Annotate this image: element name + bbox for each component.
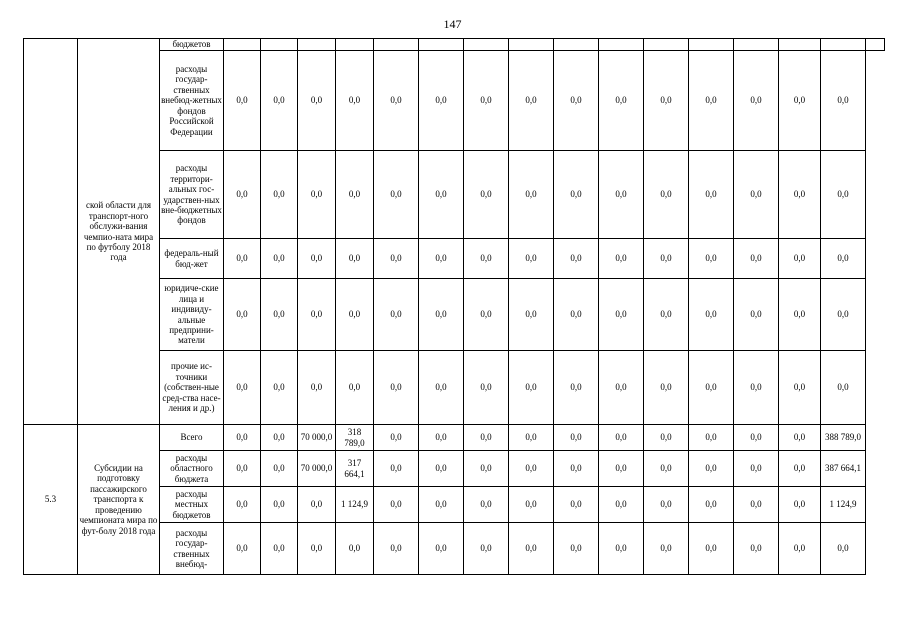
budget-table	[23, 38, 885, 575]
value-cell: 0,0	[509, 279, 554, 351]
value-cell: 0,0	[419, 279, 464, 351]
value-cell: 0,0	[509, 51, 554, 151]
value-cell: 0,0	[554, 451, 599, 487]
value-cell: 70 000,0	[298, 425, 336, 451]
value-cell	[779, 39, 821, 51]
value-cell: 0,0	[298, 351, 336, 425]
value-cell: 0,0	[689, 425, 734, 451]
value-cell: 0,0	[509, 487, 554, 523]
value-cell	[464, 39, 509, 51]
value-cell: 0,0	[599, 151, 644, 239]
value-cell	[554, 39, 599, 51]
value-cell	[224, 39, 261, 51]
value-cell: 0,0	[779, 239, 821, 279]
value-cell: 0,0	[509, 451, 554, 487]
value-cell: 0,0	[689, 351, 734, 425]
value-cell: 0,0	[336, 151, 374, 239]
value-cell: 0,0	[779, 279, 821, 351]
value-cell: 0,0	[419, 451, 464, 487]
funding-source-cell: расходы областного бюджета	[160, 451, 224, 487]
value-cell: 0,0	[644, 451, 689, 487]
value-cell: 0,0	[599, 279, 644, 351]
value-cell: 0,0	[821, 279, 866, 351]
value-cell: 0,0	[419, 351, 464, 425]
value-cell: 0,0	[336, 239, 374, 279]
value-cell: 0,0	[419, 487, 464, 523]
value-cell: 0,0	[224, 279, 261, 351]
value-cell: 0,0	[734, 279, 779, 351]
value-cell: 0,0	[554, 151, 599, 239]
value-cell: 0,0	[419, 239, 464, 279]
value-cell: 0,0	[419, 523, 464, 575]
value-cell: 0,0	[689, 51, 734, 151]
value-cell: 0,0	[336, 523, 374, 575]
value-cell: 0,0	[419, 151, 464, 239]
value-cell: 0,0	[554, 425, 599, 451]
funding-source-cell: расходы местных бюджетов	[160, 487, 224, 523]
value-cell: 0,0	[261, 351, 298, 425]
funding-source-cell: расходы территори-альных гос-ударствен-ных вне-бюджетных фондов	[160, 151, 224, 239]
value-cell: 0,0	[419, 425, 464, 451]
value-cell: 0,0	[644, 523, 689, 575]
value-cell	[261, 39, 298, 51]
value-cell: 387 664,1	[821, 451, 866, 487]
value-cell: 0,0	[821, 239, 866, 279]
value-cell: 0,0	[599, 239, 644, 279]
value-cell: 0,0	[554, 51, 599, 151]
value-cell: 0,0	[644, 151, 689, 239]
value-cell: 0,0	[599, 51, 644, 151]
table-row	[24, 39, 885, 51]
row-number-cell	[24, 39, 78, 425]
value-cell: 0,0	[336, 51, 374, 151]
value-cell: 0,0	[336, 279, 374, 351]
value-cell: 0,0	[374, 279, 419, 351]
value-cell: 0,0	[298, 279, 336, 351]
value-cell: 0,0	[298, 523, 336, 575]
funding-source-cell: расходы государ-ственных внебюд-	[160, 523, 224, 575]
value-cell: 0,0	[374, 523, 419, 575]
value-cell: 0,0	[298, 487, 336, 523]
value-cell	[644, 39, 689, 51]
value-cell: 317 664,1	[336, 451, 374, 487]
value-cell: 0,0	[374, 451, 419, 487]
value-cell: 0,0	[374, 51, 419, 151]
value-cell	[734, 39, 779, 51]
value-cell: 0,0	[689, 151, 734, 239]
value-cell: 0,0	[464, 523, 509, 575]
value-cell: 0,0	[224, 487, 261, 523]
funding-source-cell: юридиче-ские лица и индивиду-альные предприни-матели	[160, 279, 224, 351]
value-cell: 0,0	[509, 523, 554, 575]
value-cell: 0,0	[554, 487, 599, 523]
value-cell: 0,0	[464, 279, 509, 351]
value-cell: 0,0	[734, 487, 779, 523]
funding-source-cell: бюджетов	[160, 39, 224, 51]
value-cell: 0,0	[464, 239, 509, 279]
funding-source-cell: расходы государ-ственных внебюд-жетных фондов Российской Федерации	[160, 51, 224, 151]
value-cell: 0,0	[554, 351, 599, 425]
value-cell: 0,0	[599, 487, 644, 523]
value-cell: 0,0	[509, 351, 554, 425]
value-cell: 0,0	[554, 239, 599, 279]
value-cell: 0,0	[734, 351, 779, 425]
value-cell: 0,0	[374, 151, 419, 239]
value-cell: 0,0	[374, 425, 419, 451]
funding-source-cell: Всего	[160, 425, 224, 451]
value-cell	[374, 39, 419, 51]
value-cell: 0,0	[261, 151, 298, 239]
value-cell: 0,0	[644, 239, 689, 279]
value-cell: 0,0	[464, 351, 509, 425]
value-cell	[298, 39, 336, 51]
value-cell: 0,0	[374, 487, 419, 523]
value-cell: 0,0	[779, 425, 821, 451]
value-cell: 0,0	[261, 523, 298, 575]
value-cell: 0,0	[298, 151, 336, 239]
value-cell: 0,0	[224, 451, 261, 487]
value-cell: 0,0	[261, 239, 298, 279]
value-cell: 0,0	[224, 51, 261, 151]
value-cell: 0,0	[261, 51, 298, 151]
value-cell: 0,0	[464, 451, 509, 487]
value-cell: 0,0	[599, 523, 644, 575]
value-cell: 0,0	[689, 523, 734, 575]
value-cell: 0,0	[821, 151, 866, 239]
value-cell: 0,0	[224, 151, 261, 239]
value-cell: 1 124,9	[336, 487, 374, 523]
value-cell	[419, 39, 464, 51]
value-cell: 0,0	[261, 279, 298, 351]
value-cell	[689, 39, 734, 51]
value-cell: 0,0	[644, 487, 689, 523]
value-cell: 1 124,9	[821, 487, 866, 523]
value-cell: 0,0	[644, 51, 689, 151]
value-cell: 0,0	[224, 351, 261, 425]
value-cell: 0,0	[554, 279, 599, 351]
value-cell: 0,0	[689, 239, 734, 279]
value-cell: 0,0	[464, 425, 509, 451]
value-cell	[821, 39, 866, 51]
value-cell: 0,0	[298, 51, 336, 151]
value-cell: 0,0	[779, 351, 821, 425]
page-number: 147	[443, 17, 462, 31]
value-cell: 0,0	[821, 523, 866, 575]
value-cell: 0,0	[734, 239, 779, 279]
value-cell: 0,0	[644, 425, 689, 451]
value-cell: 318 789,0	[336, 425, 374, 451]
value-cell: 0,0	[224, 239, 261, 279]
value-cell: 0,0	[419, 51, 464, 151]
value-cell	[866, 39, 885, 51]
value-cell: 0,0	[464, 151, 509, 239]
value-cell: 0,0	[599, 451, 644, 487]
value-cell: 70 000,0	[298, 451, 336, 487]
value-cell: 0,0	[554, 523, 599, 575]
value-cell: 0,0	[689, 451, 734, 487]
value-cell: 0,0	[224, 523, 261, 575]
value-cell: 0,0	[734, 523, 779, 575]
value-cell: 0,0	[261, 451, 298, 487]
value-cell: 0,0	[779, 487, 821, 523]
funding-source-cell: прочие ис-точники (собствен-ные сред-ства насе-ления и др.)	[160, 351, 224, 425]
value-cell: 0,0	[374, 239, 419, 279]
value-cell: 0,0	[224, 425, 261, 451]
value-cell: 0,0	[464, 487, 509, 523]
value-cell: 0,0	[509, 425, 554, 451]
row-number-cell: 5.3	[24, 425, 78, 575]
funding-source-cell: федераль-ный бюд-жет	[160, 239, 224, 279]
value-cell	[599, 39, 644, 51]
table-row	[24, 425, 885, 451]
value-cell: 0,0	[298, 239, 336, 279]
value-cell: 0,0	[779, 451, 821, 487]
value-cell: 0,0	[644, 351, 689, 425]
value-cell: 0,0	[374, 351, 419, 425]
value-cell: 388 789,0	[821, 425, 866, 451]
value-cell: 0,0	[779, 523, 821, 575]
value-cell: 0,0	[689, 279, 734, 351]
value-cell: 0,0	[779, 151, 821, 239]
value-cell: 0,0	[336, 351, 374, 425]
value-cell: 0,0	[261, 487, 298, 523]
value-cell: 0,0	[734, 151, 779, 239]
value-cell: 0,0	[779, 51, 821, 151]
value-cell	[336, 39, 374, 51]
value-cell: 0,0	[509, 151, 554, 239]
measure-name-cell: ской области для транспорт-ного обслужи-вания чемпио-ната мира по футболу 2018 года	[78, 39, 160, 425]
value-cell: 0,0	[821, 51, 866, 151]
measure-name-cell: Субсидии на подготовку пассажирского транспорта к проведению чемпионата мира по фут-болу 2018 года	[78, 425, 160, 575]
value-cell: 0,0	[599, 351, 644, 425]
value-cell: 0,0	[734, 425, 779, 451]
value-cell: 0,0	[689, 487, 734, 523]
value-cell: 0,0	[509, 239, 554, 279]
value-cell: 0,0	[644, 279, 689, 351]
value-cell: 0,0	[261, 425, 298, 451]
value-cell: 0,0	[599, 425, 644, 451]
value-cell: 0,0	[821, 351, 866, 425]
value-cell: 0,0	[734, 451, 779, 487]
value-cell: 0,0	[464, 51, 509, 151]
value-cell: 0,0	[734, 51, 779, 151]
value-cell	[509, 39, 554, 51]
